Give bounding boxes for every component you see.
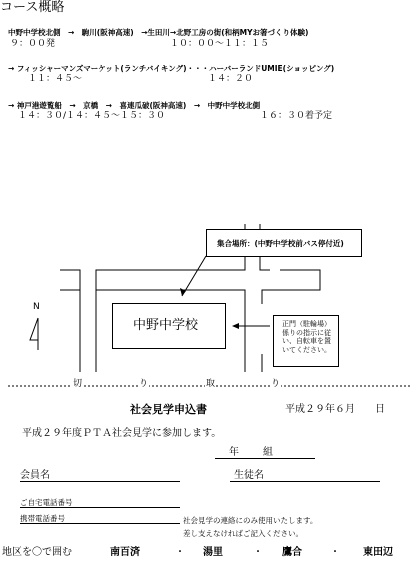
district-label: 地区を〇で囲む [2,547,72,558]
district-option-takaai[interactable]: 鷹合 [282,547,302,558]
member-name-label: 会員名 [20,470,50,481]
gate-note-box [273,315,339,367]
district-separator-2: ・ [253,547,263,558]
cut-char-3: 取 [206,379,216,389]
school-box [112,303,226,349]
form-statement: 平成２９年度ＰＴＡ社会見学に参加します。 [22,428,222,439]
mobile-phone-label: 携帯電話番号 [20,514,65,523]
route-time-1b: １０：００～１１：１５ [170,39,270,49]
route-time-3a: １４：３０/１４：４５～１５：３０ [18,111,166,121]
route-stops-2: → フィッシャーマンズマーケット(ランチバイキング)・・・ハーバーランドUMIE(ショッピング) [8,64,335,73]
form-date: 平成２９年６月 日 [285,404,385,415]
district-separator-3: ・ [330,547,340,558]
privacy-note-1: 社会見学の連絡にのみ使用いたします。 [183,516,318,525]
home-phone-label: ご自宅電話番号 [20,498,73,507]
student-name-label: 生徒名 [234,470,264,481]
district-option-minamikudara[interactable]: 南百済 [110,547,140,558]
district-separator-1: ・ [175,547,185,558]
gate-note-text: 正門（駐輪場）係りの指示に従い、自転車を置いてください。 [282,320,331,354]
home-phone-line[interactable] [20,507,180,508]
year-label: 年 [229,447,239,458]
cut-char-2: り [139,379,149,389]
district-option-higashitanabe[interactable]: 東田辺 [363,547,393,558]
mobile-phone-line[interactable] [20,523,180,524]
route-stops-3: → 神戸港遊覧船 → 京橋 → 喜連瓜破(阪神高速) → 中野中学校北側 [8,101,261,110]
route-time-1a: ９：００発 [10,39,56,49]
school-name: 中野中学校 [133,318,199,333]
student-name-line[interactable] [230,481,380,482]
class-label: 組 [263,447,273,458]
privacy-note-2: 差し支えなければご記入ください。 [183,529,303,538]
grade-class-line[interactable] [215,458,315,459]
meeting-point-label: 集合場所：(中野中学校前バス停付近) [217,239,344,248]
cut-char-4: り [271,379,281,389]
form-title: 社会見学申込書 [130,403,207,416]
member-name-line[interactable] [20,481,180,482]
route-time-3b: １６：３０着予定 [260,111,333,121]
cut-char-1: 切 [73,379,83,389]
page-title: コース概略 [0,0,65,15]
route-time-2b: １４：２０ [208,74,254,84]
meeting-point-box [206,229,362,257]
route-stops-1: 中野中学校北側 → 駒川(阪神高速) →生田川→北野工房の街(和柄MYお箸づくり体験) [8,28,309,37]
district-option-yuzato[interactable]: 湯里 [203,547,223,558]
north-label: N [33,302,40,312]
route-time-2a: １１：４５～ [28,74,83,84]
